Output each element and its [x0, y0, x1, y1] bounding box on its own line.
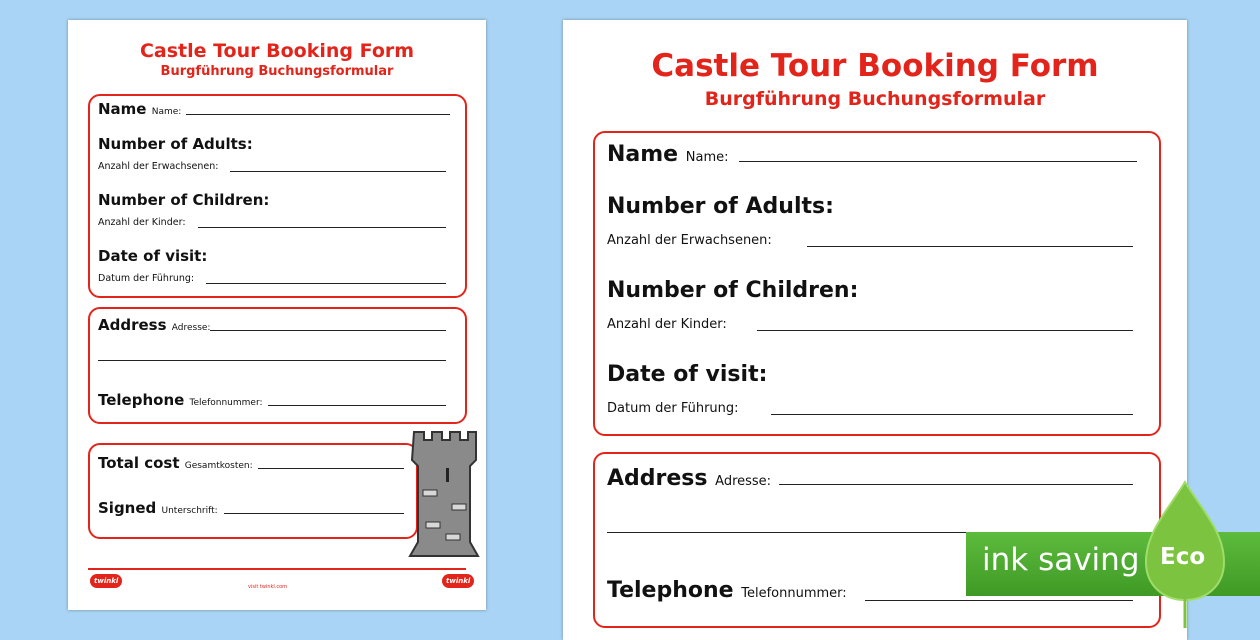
- telephone-line-large[interactable]: [865, 600, 1133, 601]
- name-line[interactable]: [186, 114, 450, 115]
- children-de-label-large: Anzahl der Kinder:: [607, 317, 727, 332]
- twinkl-logo-right: twinkl: [442, 574, 474, 588]
- date-label: Date of visit:: [98, 247, 208, 265]
- form-title: Castle Tour Booking Form: [139, 40, 415, 62]
- name-line-large[interactable]: [739, 161, 1137, 162]
- address-line-1[interactable]: [210, 330, 446, 331]
- adults-line[interactable]: [230, 171, 446, 172]
- telephone-label-large: Telephone Telefonnummer:: [607, 578, 847, 603]
- signed-line[interactable]: [224, 513, 404, 514]
- castle-tower-icon: [408, 430, 480, 566]
- children-label-large: Number of Children:: [607, 278, 859, 303]
- date-de-label-large: Datum der Führung:: [607, 401, 739, 416]
- footer-divider: [88, 568, 466, 570]
- children-de-label: Anzahl der Kinder:: [98, 217, 186, 228]
- name-label: Name Name:: [98, 100, 182, 118]
- date-label-large: Date of visit:: [607, 362, 768, 387]
- booking-form-thumbnail: [68, 20, 486, 610]
- date-line-large[interactable]: [771, 414, 1133, 415]
- name-label-large: Name Name:: [607, 142, 729, 167]
- total-line[interactable]: [258, 468, 404, 469]
- address-line-1-large[interactable]: [779, 484, 1133, 485]
- adults-line-large[interactable]: [807, 246, 1133, 247]
- address-label: Address Adresse:: [98, 316, 211, 334]
- adults-de-label: Anzahl der Erwachsenen:: [98, 161, 219, 172]
- date-de-label: Datum der Führung:: [98, 273, 195, 284]
- adults-de-label-large: Anzahl der Erwachsenen:: [607, 233, 772, 248]
- address-label-large: Address Adresse:: [607, 466, 772, 491]
- ink-saving-text: ink saving: [982, 542, 1140, 578]
- adults-label-large: Number of Adults:: [607, 194, 834, 219]
- children-label: Number of Children:: [98, 191, 270, 209]
- address-line-2[interactable]: [98, 360, 446, 361]
- footer-url: visit twinkl.com: [248, 584, 288, 590]
- telephone-label: Telephone Telefonnummer:: [98, 391, 263, 409]
- total-label: Total cost Gesamtkosten:: [98, 454, 253, 472]
- signed-label: Signed Unterschrift:: [98, 499, 218, 517]
- form-subtitle-large: Burgführung Buchungsformular: [704, 88, 1046, 110]
- children-line[interactable]: [198, 227, 446, 228]
- telephone-line[interactable]: [268, 405, 446, 406]
- form-title-large: Castle Tour Booking Form: [651, 48, 1099, 84]
- eco-label: Eco: [1160, 544, 1206, 570]
- twinkl-logo: twinkl: [90, 574, 122, 588]
- form-subtitle: Burgführung Buchungsformular: [160, 64, 394, 79]
- children-line-large[interactable]: [757, 330, 1133, 331]
- date-line[interactable]: [206, 283, 446, 284]
- adults-label: Number of Adults:: [98, 135, 253, 153]
